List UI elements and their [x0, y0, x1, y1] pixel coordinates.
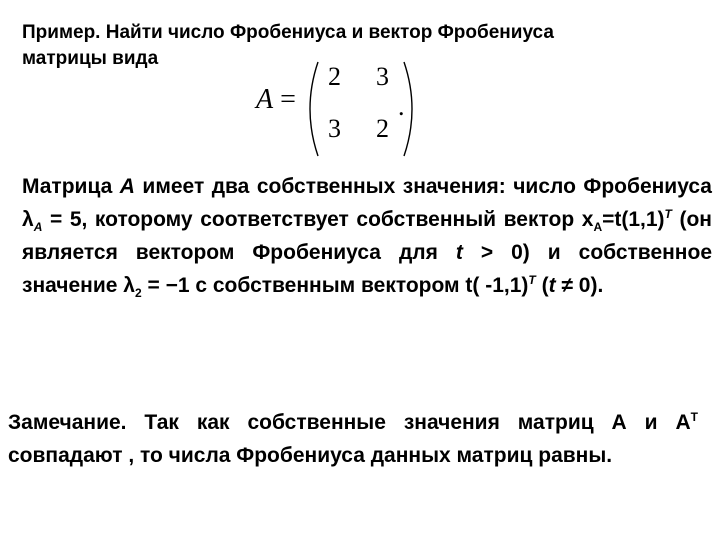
lambda2-symbol: λ	[123, 274, 135, 297]
matrix-cell-r1c2: 3	[376, 62, 389, 91]
remark-transpose-superscript: T	[690, 410, 698, 424]
t-variable: t	[455, 241, 463, 264]
equals-sign: =	[280, 84, 296, 115]
eigenvalues-paragraph	[22, 170, 712, 302]
matrix-cell-r1c1: 2	[328, 62, 341, 91]
para1-text-7: = −1 с собственным вектором t( -1,1)	[141, 274, 529, 297]
lambda2-subscript: 2	[134, 286, 142, 301]
lambda-symbol: λ	[22, 208, 34, 231]
para1-text-9: ≠ 0).	[555, 274, 604, 297]
para1-text-6: > 0) и собственное значение	[22, 241, 712, 297]
para1-text-3: = 5, которому соответствует собственный вектор x	[42, 208, 594, 231]
matrix-cell-r2c1: 3	[328, 114, 341, 143]
para1-text-8: (	[535, 274, 549, 297]
para2-text-2: совпадают , то числа Фробениуса данных матриц равны.	[8, 444, 613, 467]
para2-text-1: Замечание. Так как собственные значения матриц А и А	[8, 411, 691, 434]
t-variable-2: t	[548, 274, 556, 297]
heading-line-1: Пример. Найти число Фробениуса и вектор Фробениуса	[22, 22, 554, 43]
transpose-superscript-2: T	[528, 273, 536, 287]
matrix-symbol: A	[256, 84, 274, 115]
matrix-name: A	[119, 175, 135, 198]
para1-text-1: Матрица	[22, 175, 120, 198]
transpose-superscript: T	[664, 207, 672, 221]
lambda-subscript: A	[33, 220, 43, 235]
matrix-trailing-dot: .	[398, 92, 405, 121]
right-paren	[404, 62, 412, 156]
left-paren	[310, 62, 318, 156]
heading-line-2: матрицы вида	[22, 48, 159, 69]
matrix-cell-r2c2: 2	[376, 114, 389, 143]
remark-paragraph	[8, 406, 698, 472]
para1-text-2: имеет два собственных значения: число Фробениуса	[134, 175, 712, 198]
para1-text-5: (он является вектором Фробениуса для	[22, 208, 712, 264]
vector-subscript: A	[593, 220, 603, 235]
matrix-formula	[256, 56, 426, 162]
para1-text-4: =t(1,1)	[602, 208, 665, 231]
